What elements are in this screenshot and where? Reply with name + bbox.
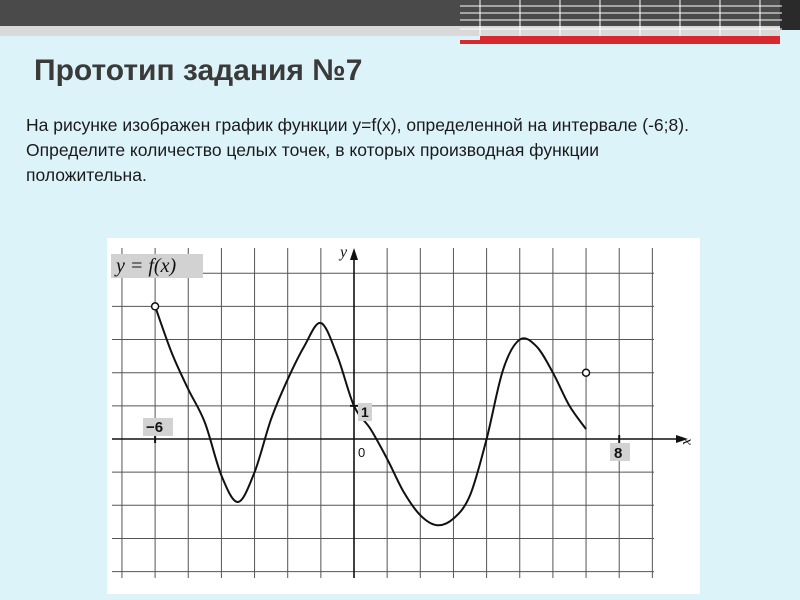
x-axis-label: x — [679, 438, 696, 446]
slide-title: Прототип задания №7 — [34, 54, 363, 87]
task-text-line-2: Определите количество целых точек, в которых производная функции — [26, 140, 600, 160]
y-unit-tick-label: 1 — [361, 404, 369, 420]
y-axis-label: y — [340, 244, 348, 261]
open-endpoint — [583, 369, 590, 376]
origin-label: 0 — [358, 445, 366, 460]
y-axis-arrow — [350, 248, 358, 260]
x-min-tick-label: −6 — [146, 419, 164, 436]
task-text-line-1: На рисунке изображен график функции y=f(x), определенной на интервале (-6;8). — [26, 115, 689, 135]
x-max-tick-label: 8 — [614, 445, 623, 462]
task-text-line-3: положительна. — [26, 165, 147, 185]
function-label: y = f(x) — [116, 255, 177, 277]
open-endpoint — [152, 303, 159, 310]
